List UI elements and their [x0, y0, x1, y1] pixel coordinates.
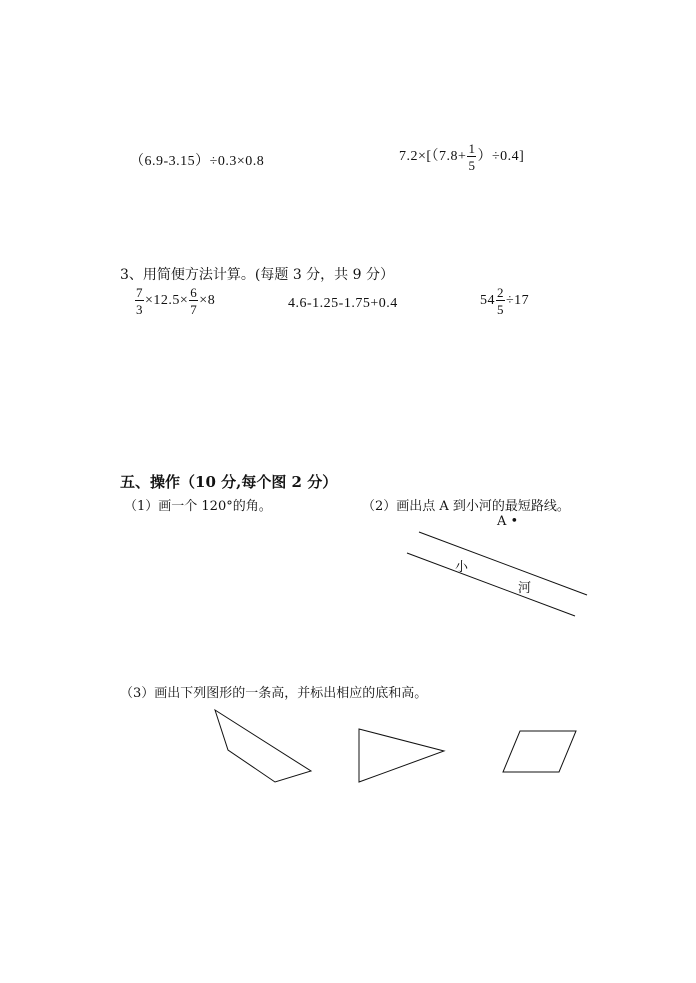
expression-1: （6.9-3.15）÷0.3×0.8	[130, 154, 265, 169]
expression-2-prefix: 7.2×[（7.8+	[399, 149, 467, 165]
fraction-denominator: 3	[136, 302, 143, 317]
fraction-numerator: 2	[497, 285, 504, 300]
simplify-expression-2: 4.6-1.25-1.75+0.4	[288, 296, 398, 311]
question-3: （3）画出下列图形的一条高，并标出相应的底和高。	[120, 686, 428, 701]
parallelogram-shape	[503, 731, 576, 772]
fraction-denominator: 5	[468, 158, 476, 173]
quadrilateral-shape	[215, 710, 311, 782]
fraction-denominator: 7	[190, 302, 198, 317]
fraction-denominator: 5	[497, 302, 504, 317]
question-1: （1）画一个 120°的角。	[124, 499, 272, 514]
fraction-numerator: 1	[468, 141, 476, 156]
fraction-numerator: 6	[190, 285, 198, 300]
mixed-number-whole: 54	[480, 293, 495, 309]
point-a-dot: •	[510, 514, 519, 529]
expression-middle: ×12.5×	[145, 293, 189, 309]
question-2: （2）画出点 A 到小河的最短路线。	[362, 499, 570, 514]
section-3-title: 3、用简便方法计算。(每题 3 分，共 9 分）	[120, 267, 394, 283]
river-bank-upper	[419, 532, 587, 595]
fraction-numerator: 7	[136, 285, 143, 300]
triangle-shape	[359, 729, 444, 782]
river-bank-lower	[407, 553, 575, 616]
expression-2-suffix: ）÷0.4]	[477, 149, 525, 165]
expression-end: ÷17	[506, 293, 530, 309]
point-a-letter: A	[497, 514, 507, 529]
river-label-river: 河	[518, 581, 532, 596]
river-label-small: 小	[455, 560, 469, 575]
expression-end: ×8	[199, 293, 216, 309]
section-5-title: 五、操作（10 分,每个图 2 分）	[120, 473, 338, 491]
